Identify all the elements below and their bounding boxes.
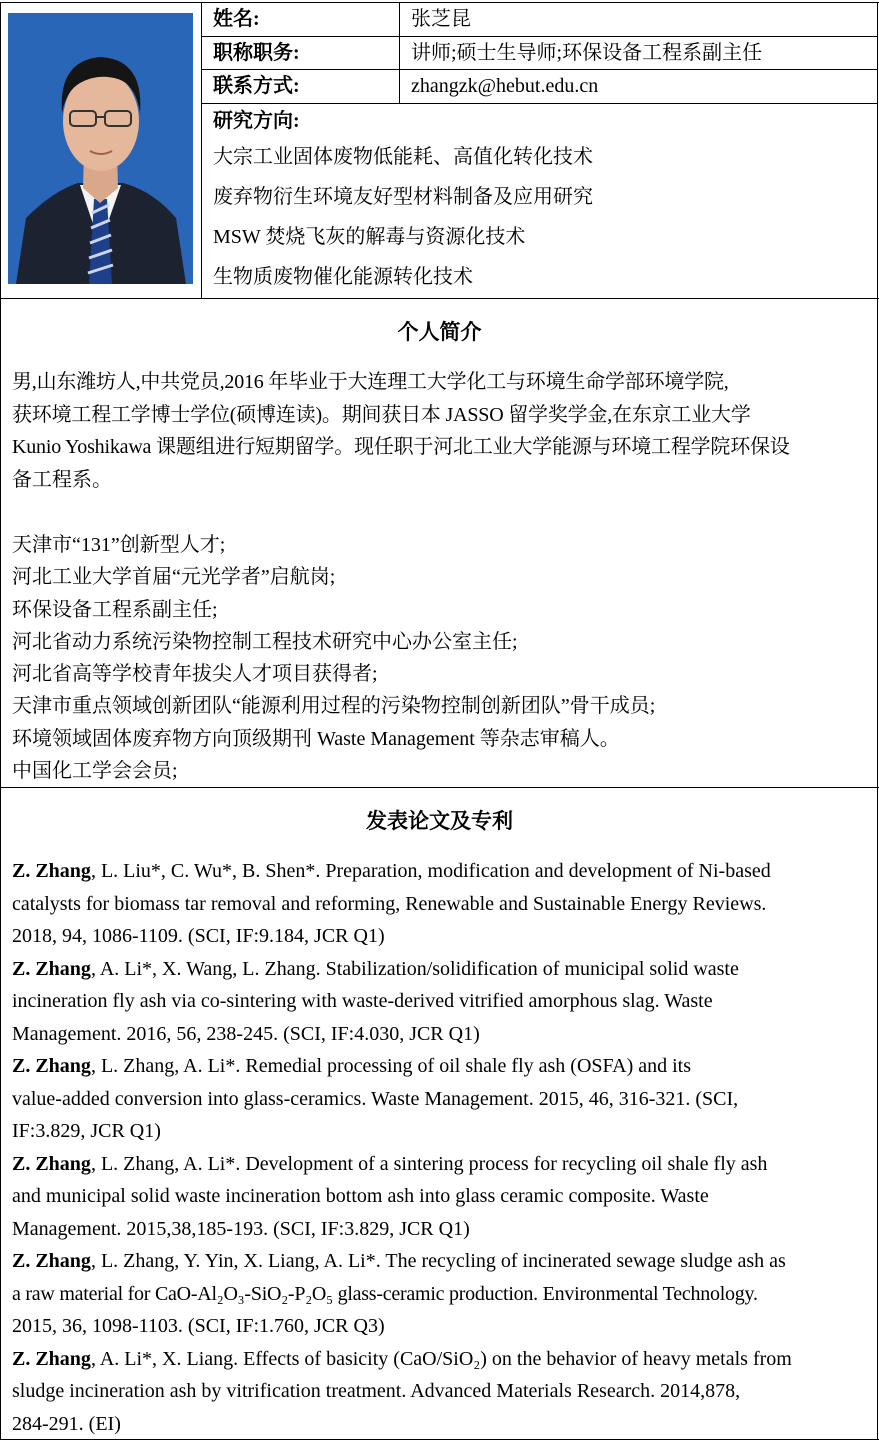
honor-item: 河北省高等学校青年拔尖人才项目获得者; — [12, 663, 378, 686]
publication-list — [12, 855, 867, 1440]
publication-text: 2015, 36, 1098-1103. (SCI, IF:1.760, JCR Q3) — [12, 1315, 385, 1337]
publication-author: Z. Zhang — [12, 1250, 91, 1272]
research-label: 研究方向: — [213, 110, 300, 132]
border-right — [877, 2, 878, 1440]
publication-text: value-added conversion into glass-ceramics. Waste Management. 2015, 46, 316-321. (SCI, — [12, 1087, 739, 1110]
title-label: 职称职务: — [213, 42, 300, 64]
photo-divider — [201, 2, 202, 298]
publication-text: 284-291. (EI) — [12, 1412, 121, 1435]
publication-text: , A. Li*, X. Liang. Effects of basicity (CaO/SiO₂) on the behavior of heavy metals from — [90, 1347, 792, 1370]
section-line-1 — [0, 298, 879, 299]
bio-line: Kunio Yoshikawa 课题组进行短期留学。现任职于河北工业大学能源与环境工程学院环保设 — [12, 436, 790, 458]
publication-text: incineration fly ash via co-sintering with waste-derived vitrified amorphous slag. Waste — [12, 990, 713, 1012]
publication-text: , L. Zhang, A. Li*. Remedial processing of oil shale fly ash (OSFA) and its — [90, 1055, 692, 1077]
research-item: 生物质废物催化能源转化技术 — [213, 266, 473, 288]
publication-text: , A. Li*, X. Wang, L. Zhang. Stabilization/solidification of municipal solid waste — [90, 957, 739, 980]
publication-entry — [12, 1148, 867, 1246]
honor-item: 天津市“131”创新型人才; — [12, 534, 226, 556]
portrait-photo — [8, 13, 193, 284]
honor-item: 环保设备工程系副主任; — [12, 598, 218, 621]
border-left — [0, 2, 1, 1440]
publication-entry — [12, 1050, 867, 1148]
publication-text: Management. 2015,38,185-193. (SCI, IF:3.829, JCR Q1) — [12, 1217, 470, 1240]
bio-line: 获环境工程工学博士学位(硕博连读)。期间获日本 JASSO 留学奖学金,在东京工业大学 — [12, 403, 751, 426]
label-divider — [399, 2, 400, 103]
honor-item: 天津市重点领域创新团队“能源利用过程的污染物控制创新团队”骨干成员; — [12, 695, 656, 718]
honor-item: 河北工业大学首届“元光学者”启航岗; — [12, 566, 336, 589]
publication-text: 2018, 94, 1086-1109. (SCI, IF:9.184, JCR Q1) — [12, 925, 385, 947]
research-item: 大宗工业固体废物低能耗、高值化转化技术 — [213, 146, 593, 168]
publication-author: Z. Zhang — [12, 860, 91, 882]
row-line-2 — [201, 69, 878, 70]
publication-author: Z. Zhang — [12, 957, 91, 980]
honor-item: 中国化工学会会员; — [12, 760, 178, 783]
bio-line: 备工程系。 — [12, 468, 112, 491]
publications-heading: 发表论文及专利 — [366, 809, 513, 833]
row-line-1 — [201, 36, 878, 37]
profile-heading: 个人简介 — [397, 320, 482, 344]
publication-text: and municipal solid waste incineration bottom ash into glass ceramic composite. Waste — [12, 1185, 709, 1207]
publication-text: catalysts for biomass tar removal and reforming, Renewable and Sustainable Energy Reviews. — [12, 892, 767, 915]
publication-entry — [12, 1343, 867, 1441]
publication-text: , L. Liu*, C. Wu*, B. Shen*. Preparation, modification and development of Ni-based — [90, 860, 771, 882]
publication-author: Z. Zhang — [12, 1347, 91, 1370]
publication-text: IF:3.829, JCR Q1) — [12, 1120, 161, 1142]
title-value: 讲师;硕士生导师;环保设备工程系副主任 — [411, 42, 763, 64]
name-label: 姓名: — [213, 8, 260, 30]
publication-entry — [12, 855, 867, 953]
publication-text: sludge incineration ash by vitrification treatment. Advanced Materials Research. 2014,878, — [12, 1380, 741, 1402]
contact-email[interactable]: zhangzk@hebut.edu.cn — [411, 75, 599, 97]
research-item: MSW 焚烧飞灰的解毒与资源化技术 — [213, 226, 526, 248]
honor-item: 河北省动力系统污染物控制工程技术研究中心办公室主任; — [12, 630, 518, 653]
research-item: 废弃物衍生环境友好型材料制备及应用研究 — [213, 186, 593, 208]
honor-item: 环境领域固体废弃物方向顶级期刊 Waste Management 等杂志审稿人。 — [12, 727, 620, 750]
publication-author: Z. Zhang — [12, 1055, 91, 1077]
bio-line: 男,山东潍坊人,中共党员,2016 年毕业于大连理工大学化工与环境生命学部环境学院, — [12, 371, 729, 393]
publication-author: Z. Zhang — [12, 1152, 91, 1175]
bio-paragraph — [12, 366, 867, 496]
border-top — [0, 2, 879, 3]
contact-label: 联系方式: — [213, 75, 300, 97]
publication-entry — [12, 1245, 867, 1343]
publication-text: , L. Zhang, A. Li*. Development of a sintering process for recycling oil shale fly ash — [90, 1152, 768, 1175]
publication-text: , L. Zhang, Y. Yin, X. Liang, A. Li*. The recycling of incinerated sewage sludge ash as — [90, 1250, 786, 1272]
publication-text: a raw material for CaO-Al₂O₃-SiO₂-P₂O₅ glass-ceramic production. Environmental Technology. — [12, 1282, 758, 1305]
publication-text: Management. 2016, 56, 238-245. (SCI, IF:4.030, JCR Q1) — [12, 1022, 480, 1045]
honors-list — [12, 529, 655, 787]
publication-entry — [12, 953, 867, 1051]
row-line-3 — [201, 103, 878, 104]
name-value: 张芝昆 — [411, 8, 471, 30]
